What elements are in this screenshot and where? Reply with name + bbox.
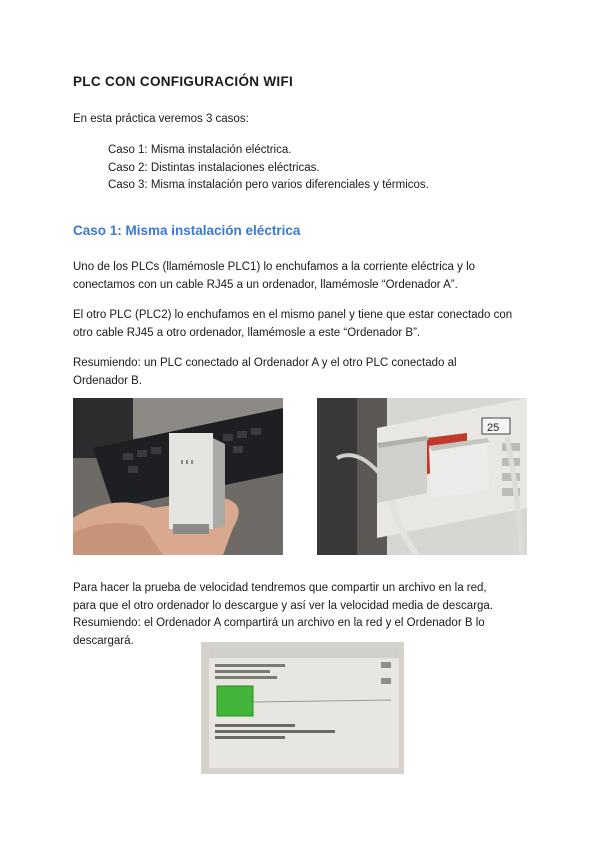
paragraph-line: El otro PLC (PLC2) lo enchufamos en el mismo panel y tiene que estar conectado con xyxy=(73,309,513,321)
cases-list xyxy=(108,142,429,195)
paragraph-line: descargará. xyxy=(73,634,134,647)
paragraph-line: otro cable RJ45 a otro ordenador, llamémosle a este “Ordenador B”. xyxy=(73,326,421,339)
paragraph-line: conectamos con un cable RJ45 a un ordenador, llamémosle “Ordenador A”. xyxy=(73,278,458,291)
paragraph-line: para que el otro ordenador lo descargue y así ver la velocidad media de descarga. xyxy=(73,599,494,612)
intro-text: En esta práctica veremos 3 casos: xyxy=(73,113,249,125)
photo-plc-in-hand xyxy=(73,398,283,555)
photo-plcs-in-panel xyxy=(317,398,527,555)
list-item: Caso 3: Misma instalación pero varios diferenciales y térmicos. xyxy=(108,179,429,191)
paragraph-3 xyxy=(73,355,533,390)
page-title: PLC CON CONFIGURACIÓN WIFI xyxy=(73,74,294,89)
paragraph-line: Resumiendo: el Ordenador A compartirá un archivo en la red y el Ordenador B lo xyxy=(73,617,485,629)
list-item: Caso 1: Misma instalación eléctrica. xyxy=(108,144,292,156)
paragraph-line: Resumiendo: un PLC conectado al Ordenador A y el otro PLC conectado al xyxy=(73,357,457,369)
paragraph-4 xyxy=(73,580,533,650)
section-heading-caso1: Caso 1: Misma instalación eléctrica xyxy=(73,223,301,238)
paragraph-line: Uno de los PLCs (llamémosle PLC1) lo enchufamos a la corriente eléctrica y lo xyxy=(73,261,476,273)
paragraph-line: Para hacer la prueba de velocidad tendremos que compartir un archivo en la red, xyxy=(73,582,487,594)
paragraph-2 xyxy=(73,307,533,342)
paragraph-line: Ordenador B. xyxy=(73,374,143,387)
list-item: Caso 2: Distintas instalaciones eléctricas. xyxy=(108,161,320,174)
socket-label-text: 25 xyxy=(487,422,500,434)
paragraph-1 xyxy=(73,259,533,294)
photo-copy-dialog-screen xyxy=(201,642,404,774)
